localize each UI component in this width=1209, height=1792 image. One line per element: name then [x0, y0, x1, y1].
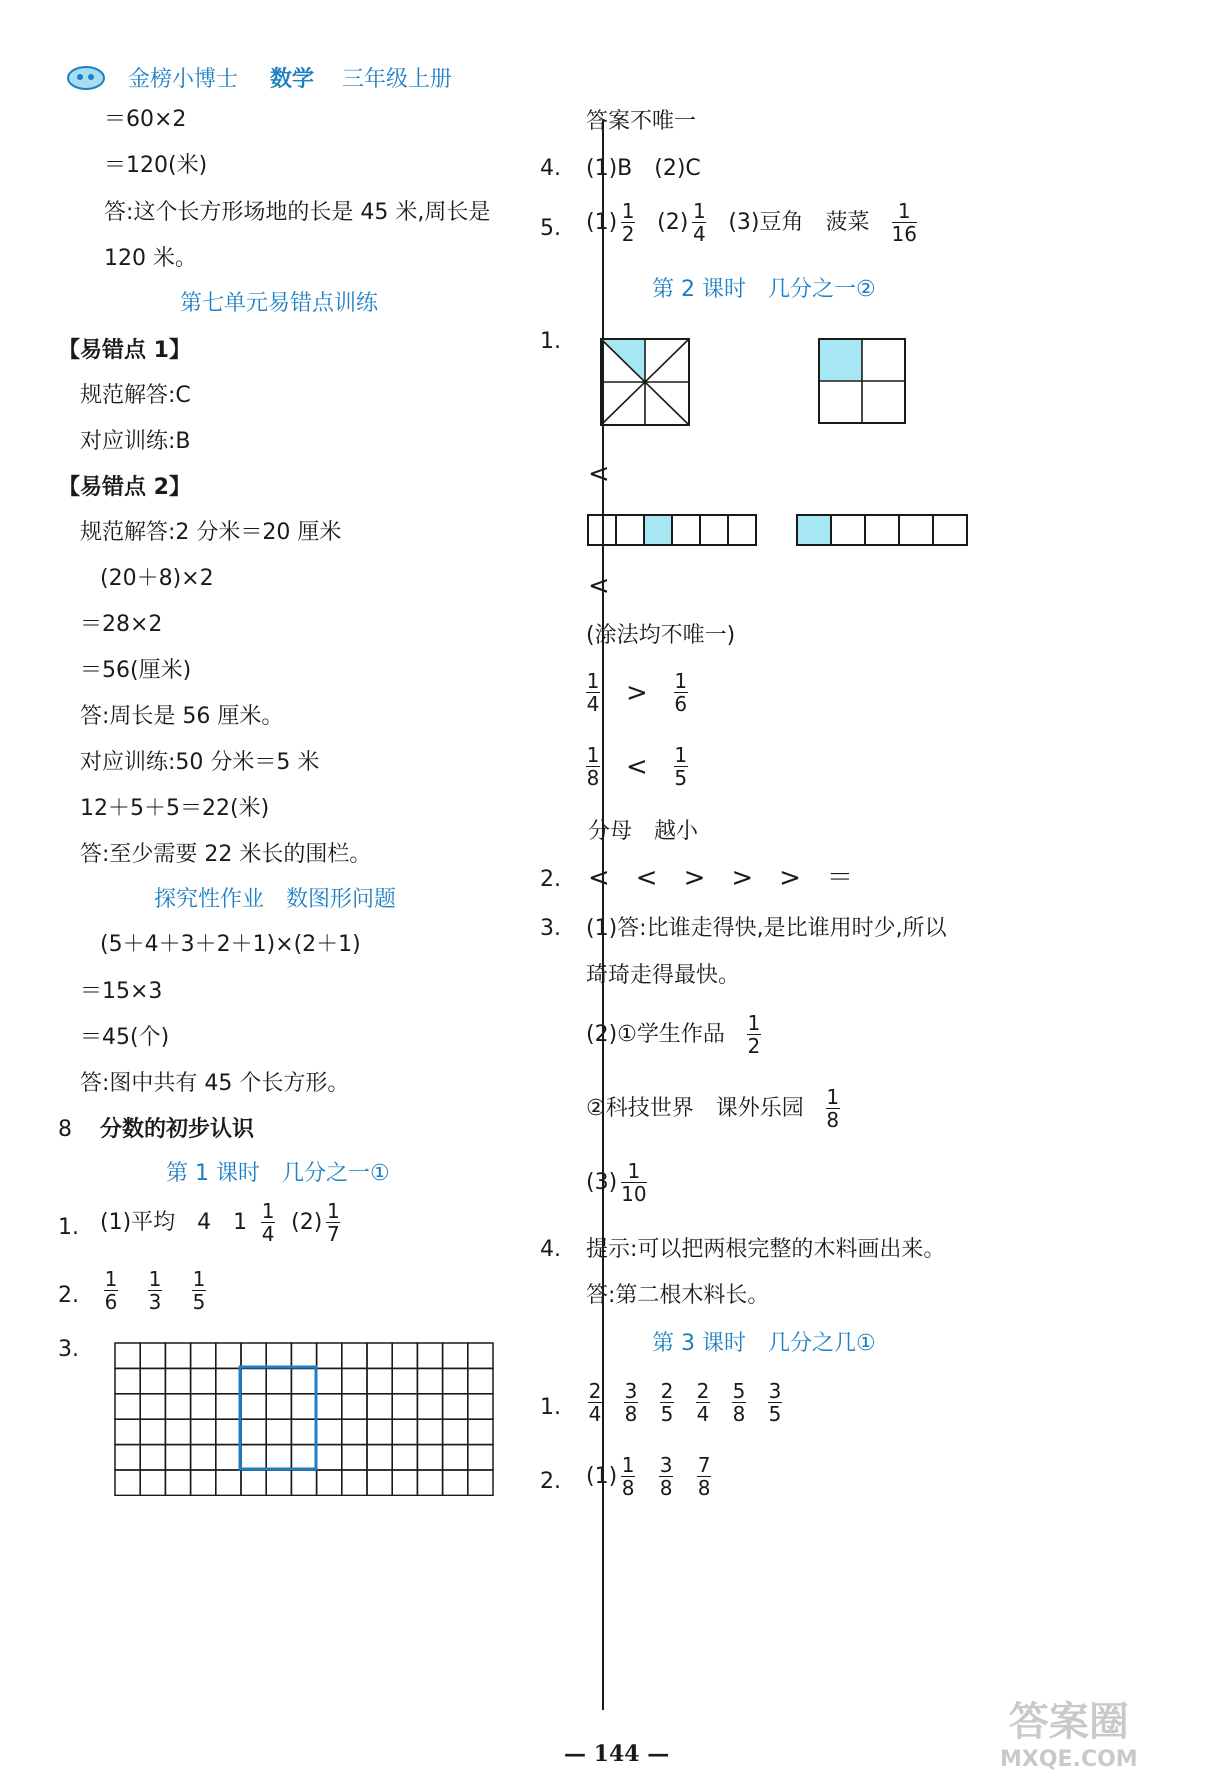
- grid-cell: [291, 1368, 316, 1393]
- grade: 三年级上册: [342, 67, 453, 92]
- grid-cell: [392, 1394, 417, 1419]
- watermark-text: MXQE.COM: [1000, 1747, 1138, 1772]
- grid-cell: [317, 1394, 342, 1419]
- answer-line: 答:至少需要 22 米长的围栏。: [80, 842, 372, 867]
- grid-cell: [140, 1343, 165, 1368]
- fraction: $\frac{1}{2}$: [747, 1011, 761, 1058]
- grid-cell: [191, 1394, 216, 1419]
- fraction: $\frac{1}{16}$: [891, 199, 917, 246]
- grid-cell: [317, 1445, 342, 1470]
- strip-cell: [588, 515, 616, 545]
- fraction: $\frac{2}{4}$: [696, 1379, 710, 1426]
- grid-cell: [115, 1394, 140, 1419]
- grid-cell: [392, 1470, 417, 1495]
- grid-cell: [216, 1368, 241, 1393]
- strip-cell: [700, 515, 728, 545]
- grid-cell: [216, 1343, 241, 1368]
- square-4-parts: [816, 336, 910, 426]
- grid-cell: [443, 1470, 468, 1495]
- question-number: 2.: [540, 1469, 561, 1494]
- grid-cell: [317, 1343, 342, 1368]
- question-number: 2.: [540, 867, 561, 892]
- grid-cell: [392, 1343, 417, 1368]
- grid-cell: [165, 1445, 190, 1470]
- calc-line: ＝15×3: [80, 979, 163, 1004]
- grid-cell: [468, 1394, 493, 1419]
- subject: 数学: [270, 67, 315, 92]
- calc-line: ＝28×2: [80, 612, 163, 637]
- fraction: $\frac{1}{3}$: [148, 1267, 162, 1314]
- grid-cell: [191, 1470, 216, 1495]
- question-3-part-2b: ②科技世界 课外乐园 $\frac{1}{8}$: [586, 1085, 840, 1132]
- answer-line: 琦琦走得最快。: [586, 963, 741, 988]
- grid-cell: [241, 1343, 266, 1368]
- fraction: $\frac{1}{8}$: [826, 1085, 840, 1132]
- grid-cell: [241, 1394, 266, 1419]
- grid-cell: [191, 1343, 216, 1368]
- fraction: $\frac{3}{8}$: [624, 1379, 638, 1426]
- question-number: 2.: [58, 1283, 79, 1308]
- grid-cell: [140, 1470, 165, 1495]
- watermark: [1000, 1690, 1138, 1772]
- grid-cell: [468, 1343, 493, 1368]
- question-3-part-3: (3) $\frac{1}{10}$: [586, 1159, 647, 1206]
- grid-cell: [443, 1343, 468, 1368]
- fraction: $\frac{1}{4}$: [692, 199, 706, 246]
- grid-cell: [216, 1470, 241, 1495]
- grid-cell: [266, 1419, 291, 1444]
- grid-cell: [342, 1445, 367, 1470]
- grid-cell: [115, 1343, 140, 1368]
- grid-cell: [241, 1470, 266, 1495]
- grid-cell: [443, 1394, 468, 1419]
- grid-cell: [417, 1445, 442, 1470]
- answer-line: 提示:可以把两根完整的木料画出来。: [586, 1237, 946, 1262]
- grid-cell: [191, 1368, 216, 1393]
- question-5-answer: (1) $\frac{1}{2}$ (2) $\frac{1}{4}$ (3)豆角 菠菜 $\frac{1}{16}$: [586, 199, 917, 246]
- grid-cell: [392, 1445, 417, 1470]
- grid-cell: [417, 1419, 442, 1444]
- grid-cell: [317, 1419, 342, 1444]
- grid-cell: [266, 1394, 291, 1419]
- highlighted-rectangle: [240, 1367, 316, 1469]
- grid-cell: [367, 1368, 392, 1393]
- grid-cell: [367, 1394, 392, 1419]
- grid-cell: [342, 1368, 367, 1393]
- grid-cell: [165, 1419, 190, 1444]
- strip-cell: [831, 515, 865, 545]
- grid-cell: [165, 1394, 190, 1419]
- question-number: 5.: [540, 216, 561, 241]
- comparison-1: $\frac{1}{4}$ > $\frac{1}{6}$: [586, 669, 688, 716]
- note: (涂法均不唯一): [586, 623, 736, 648]
- grid-cell: [216, 1394, 241, 1419]
- fraction: $\frac{1}{6}$: [674, 669, 688, 716]
- comparison-2: $\frac{1}{8}$ < $\frac{1}{5}$: [586, 743, 688, 790]
- answer-line: 对应训练:B: [80, 429, 191, 454]
- square-8-parts: [598, 336, 694, 428]
- strip-5-parts: [794, 512, 972, 548]
- fraction: $\frac{3}{5}$: [768, 1379, 782, 1426]
- page-number: — 144 —: [564, 1741, 670, 1767]
- grid-cell: [367, 1343, 392, 1368]
- watermark-logo: 答案圈: [1008, 1699, 1129, 1745]
- fraction: $\frac{1}{4}$: [586, 669, 600, 716]
- grid-cell: [417, 1394, 442, 1419]
- fraction: $\frac{5}{8}$: [732, 1379, 746, 1426]
- grid-cell: [367, 1470, 392, 1495]
- strip-cell: [865, 515, 899, 545]
- grid-cell: [165, 1343, 190, 1368]
- grid-cell: [216, 1445, 241, 1470]
- comparison-sign: <: [588, 571, 610, 601]
- question-number: 4.: [540, 156, 561, 181]
- grid-cell: [241, 1368, 266, 1393]
- question-number: 4.: [540, 1237, 561, 1262]
- section-title: 探究性作业 数图形问题: [154, 887, 397, 912]
- grid-cell: [392, 1419, 417, 1444]
- fraction: $\frac{2}{5}$: [660, 1379, 674, 1426]
- fraction: $\frac{1}{10}$: [621, 1159, 647, 1206]
- fraction: $\frac{1}{7}$: [326, 1199, 340, 1246]
- grid-cell: [266, 1343, 291, 1368]
- grid-cell: [165, 1470, 190, 1495]
- grid-cell: [291, 1394, 316, 1419]
- grid-cell: [291, 1470, 316, 1495]
- grid-cell: [191, 1419, 216, 1444]
- grid-cell: [140, 1368, 165, 1393]
- fraction: $\frac{1}{8}$: [586, 743, 600, 790]
- fraction: $\frac{1}{5}$: [674, 743, 688, 790]
- grid-cell: [291, 1343, 316, 1368]
- unit-number: 8: [58, 1117, 72, 1142]
- fraction: $\frac{7}{8}$: [697, 1453, 711, 1500]
- fraction: $\frac{1}{4}$: [261, 1199, 275, 1246]
- answer-line: 答:周长是 56 厘米。: [80, 704, 284, 729]
- fraction: $\frac{3}{8}$: [659, 1453, 673, 1500]
- lesson-title: 第 2 课时 几分之一②: [652, 277, 876, 302]
- grid-cell: [342, 1419, 367, 1444]
- lesson-title: 第 1 课时 几分之一①: [166, 1161, 390, 1186]
- calc-line: 12＋5＋5＝22(米): [80, 796, 270, 821]
- grid-cell: [115, 1368, 140, 1393]
- grid-cell: [291, 1419, 316, 1444]
- grid-cell: [417, 1368, 442, 1393]
- grid-cell: [241, 1445, 266, 1470]
- question-number: 1.: [58, 1215, 79, 1240]
- grid-cell: [317, 1470, 342, 1495]
- grid-cell: [342, 1343, 367, 1368]
- fraction: $\frac{1}{2}$: [621, 199, 635, 246]
- grid-cell: [241, 1419, 266, 1444]
- grid-figure: [114, 1342, 494, 1496]
- calc-line: ＝56(厘米): [80, 658, 192, 683]
- fraction: $\frac{1}{6}$: [104, 1267, 118, 1314]
- answer-text: (1)平均 4 1: [100, 1209, 248, 1235]
- question-number: 1.: [540, 329, 561, 354]
- strip-cell: [616, 515, 644, 545]
- fraction: $\frac{1}{5}$: [192, 1267, 206, 1314]
- strip-cell: [728, 515, 756, 545]
- error-point-label: 【易错点 2】: [58, 475, 191, 500]
- answer-line: 对应训练:50 分米＝5 米: [80, 750, 320, 775]
- section-title: 第七单元易错点训练: [180, 291, 379, 316]
- grid-cell: [443, 1445, 468, 1470]
- grid-cell: [115, 1419, 140, 1444]
- answer-line: < < > > > ＝: [588, 863, 853, 893]
- question-number: 1.: [540, 1395, 561, 1420]
- grid-cell: [140, 1394, 165, 1419]
- fraction: $\frac{1}{8}$: [621, 1453, 635, 1500]
- strip-cell: [933, 515, 967, 545]
- grid-cell: [291, 1445, 316, 1470]
- lesson-title: 第 3 课时 几分之几①: [652, 1331, 876, 1356]
- answer-line: (1)B (2)C: [586, 156, 701, 181]
- error-point-label: 【易错点 1】: [58, 338, 191, 363]
- calc-line: (5＋4＋3＋2＋1)×(2＋1): [100, 932, 361, 957]
- strip-6-parts: [585, 512, 761, 548]
- answer-line: 规范解答:2 分米＝20 厘米: [80, 520, 342, 545]
- answer-line: 120 米。: [104, 246, 197, 271]
- grid-cell: [115, 1445, 140, 1470]
- calc-line: ＝45(个): [80, 1025, 170, 1050]
- grid-cell: [468, 1419, 493, 1444]
- grid-cell: [191, 1445, 216, 1470]
- comparison-sign: <: [588, 459, 610, 489]
- grid-cell: [266, 1470, 291, 1495]
- lesson3-question-1-answer: [584, 1380, 786, 1425]
- answer-line: 规范解答:C: [80, 383, 191, 408]
- calc-line: ＝60×2: [104, 107, 187, 132]
- grid-cell: [140, 1419, 165, 1444]
- answer-text: (2): [291, 1209, 323, 1235]
- grid-cell: [266, 1445, 291, 1470]
- grid-cell: [468, 1368, 493, 1393]
- question-2-answer: [100, 1268, 210, 1313]
- calc-line: ＝120(米): [104, 153, 208, 178]
- grid-cell: [417, 1470, 442, 1495]
- question-number: 3.: [58, 1337, 79, 1362]
- answer-line: (1)答:比谁走得快,是比谁用时少,所以: [586, 916, 947, 941]
- grid-cell: [443, 1368, 468, 1393]
- answer-line: 答案不唯一: [586, 109, 697, 134]
- answer-line: 分母 越小: [588, 819, 699, 844]
- grid-cell: [443, 1419, 468, 1444]
- grid-cell: [367, 1445, 392, 1470]
- strip-cell: [899, 515, 933, 545]
- answer-line: 答:图中共有 45 个长方形。: [80, 1071, 350, 1096]
- answer-line: 答:这个长方形场地的长是 45 米,周长是: [104, 200, 491, 225]
- grid-cell: [266, 1368, 291, 1393]
- answer-line: 答:第二根木料长。: [586, 1283, 770, 1308]
- grid-cell: [317, 1368, 342, 1393]
- fraction: $\frac{2}{4}$: [588, 1379, 602, 1426]
- brand-name: 金榜小博士: [128, 67, 239, 92]
- strip-cell: [672, 515, 700, 545]
- lesson3-question-2-answer: (1) $\frac{1}{8}$ $\frac{3}{8}$ $\frac{7}{8}$: [586, 1453, 711, 1500]
- grid-cell: [342, 1470, 367, 1495]
- brand-logo-icon: [66, 64, 106, 92]
- grid-cell: [392, 1368, 417, 1393]
- grid-cell: [468, 1470, 493, 1495]
- question-3-part-2: (2)①学生作品 $\frac{1}{2}$: [586, 1011, 761, 1058]
- question-number: 3.: [540, 916, 561, 941]
- grid-cell: [216, 1419, 241, 1444]
- unit-title: 分数的初步认识: [100, 1117, 255, 1142]
- grid-cell: [367, 1419, 392, 1444]
- grid-cell: [342, 1394, 367, 1419]
- calc-line: (20＋8)×2: [100, 566, 214, 591]
- grid-cell: [115, 1470, 140, 1495]
- grid-cell: [417, 1343, 442, 1368]
- question-1-answer: [100, 1200, 344, 1245]
- grid-cell: [140, 1445, 165, 1470]
- grid-cell: [468, 1445, 493, 1470]
- grid-cell: [165, 1368, 190, 1393]
